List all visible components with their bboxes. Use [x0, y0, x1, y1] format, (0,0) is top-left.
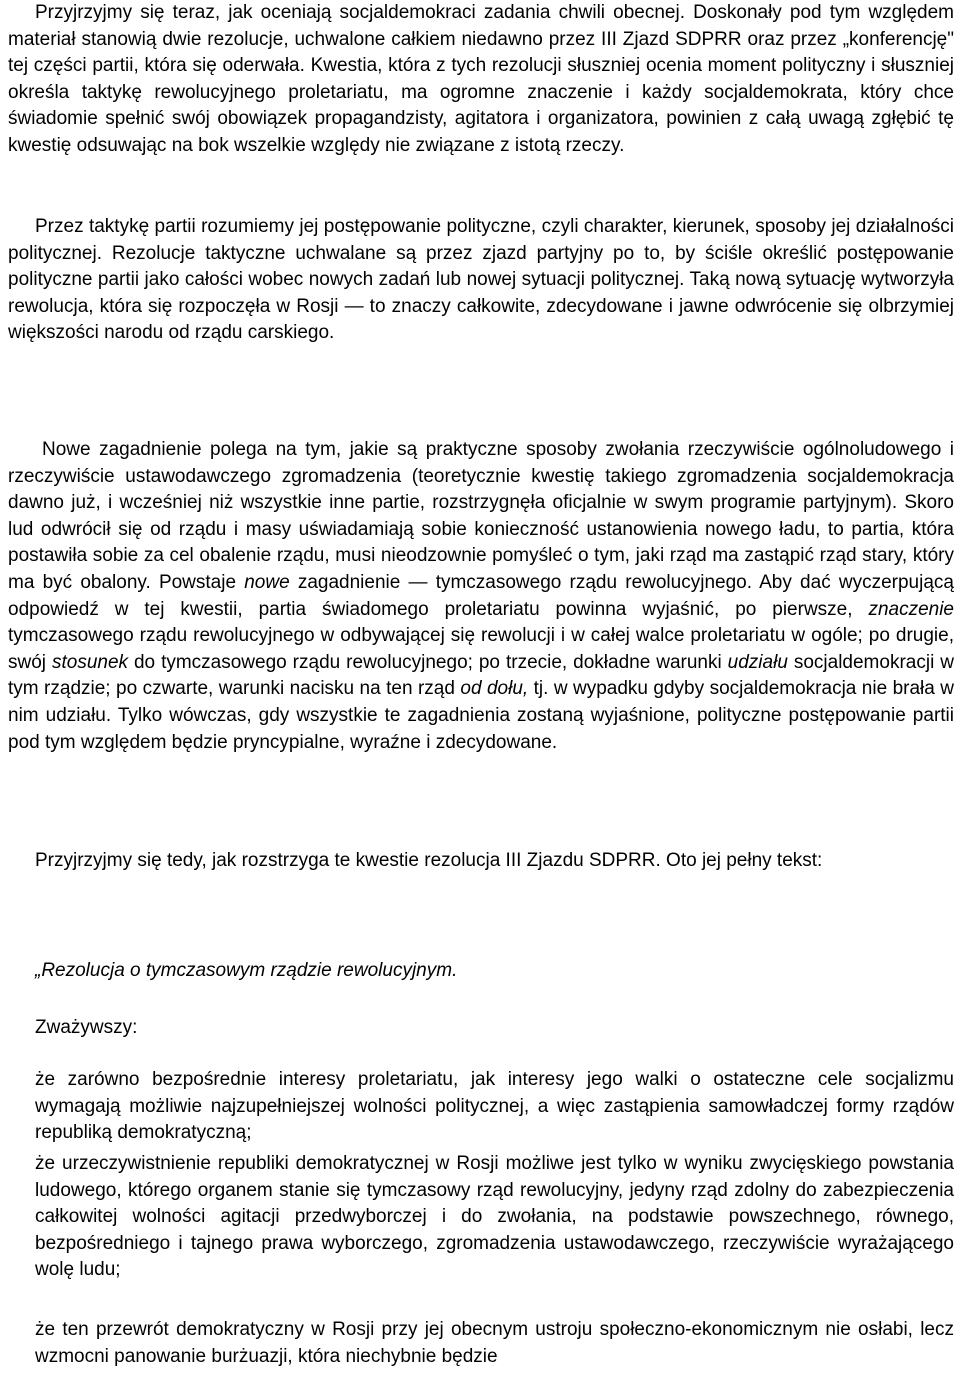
- emphasis-znaczenie: znaczenie: [868, 598, 954, 620]
- paragraph-intro: Przyjrzyjmy się teraz, jak oceniają socjaldemokraci zadania chwili obecnej. Doskonały pod tym względem materiał stanowią dwie rezolucje, uchwalone całkiem niedawno przez III Zjazd SDPRR oraz przez „konferencję" tej części partii, która się oderwała. Kwestia, która z tych rezolucji słuszniej ocenia moment polityczny i słuszniej określa taktykę rewolucyjnego proletariatu, ma ogromne znaczenie i każdy socjaldemokrata, który chce świadomie spełnić swój obowiązek propagandzisty, agitatora i organizatora, powinien z całą uwagą zgłębić tę kwestię odsuwając na bok wszelkie względy nie związane z istotą rzeczy.: [8, 2, 954, 156]
- text-run: socjaldemokracji w tym rządzie; po czwarte, warunki nacisku na ten rząd: [8, 651, 954, 700]
- emphasis-nowe: nowe: [244, 571, 290, 593]
- considering-heading: Zważywszy:: [35, 1017, 138, 1038]
- text-run: tj. w wypadku gdyby socjaldemokracja nie brała w nim udziału. Tylko wówczas, gdy wszystkie te zagadnienia zostaną wyjaśnione, polityczne postępowanie partii pod tym względem będzie pryncypialne, wyraźne i zdecydowane.: [8, 678, 955, 753]
- resolution-title: „Rezolucja o tymczasowym rządzie rewolucyjnym.: [35, 960, 458, 981]
- text-run: zagadnienie — tymczasowego rządu rewolucyjnego. Aby dać wyczerpującą odpowiedź w tej kwestii, partia świadomego proletariatu powinna wyjaśnić, po pierwsze,: [8, 571, 954, 620]
- emphasis-stosunek: stosunek: [51, 651, 129, 673]
- text-run: Nowe zagadnienie polega na tym, jakie są praktyczne sposoby zwołania rzeczywiście ogólnoludowego i rzeczywiście ustawodawczego zgromadzenia (teoretycznie kwestię takiego zgromadzenia socjaldemokracja dawno już, i wcześniej niż wszystkie inne partie, rozstrzygnęła oficjalnie w swym programie partyjnym). Skoro lud odwrócił się od rządu i masy uświadamiają sobie konieczność ustanowienia nowego ładu, to partia, która postawiła sobie za cel obalenie rządu, musi nieodzownie pomyśleć o tym, jaki rząd ma zastąpić rząd stary, który ma być obalony. Powstaje: [8, 439, 954, 593]
- clause-2: że urzeczywistnienie republiki demokratycznej w Rosji możliwe jest tylko w wyniku zwycięskiego powstania ludowego, którego organem stanie się tymczasowy rząd rewolucyjny, jedyny rząd zdolny do zabezpieczenia całkowitej wolności agitacji przedwyborczej i do zwołania, na podstawie powszechnego, równego, bezpośredniego i tajnego prawa wyborczego, zgromadzenia ustawodawczego, rzeczywiście wyrażającego wolę ludu;: [35, 1153, 954, 1281]
- clause-1: że zarówno bezpośrednie interesy proletariatu, jak interesy jego walki o ostateczne cele socjalizmu wymagają możliwie najzupełniejszej wolności politycznej, a więc zastąpienia samowładczej formy rządów republiką demokratyczną;: [35, 1069, 954, 1144]
- emphasis-udzialu: udziału: [727, 651, 788, 673]
- paragraph-resolution-intro: Przyjrzyjmy się tedy, jak rozstrzyga te kwestie rezolucja III Zjazdu SDPRR. Oto jej pełny tekst:: [35, 850, 823, 871]
- clause-3: że ten przewrót demokratyczny w Rosji przy jej obecnym ustroju społeczno-ekonomicznym nie osłabi, lecz wzmocni panowanie burżuazji, która niechybnie będzie: [35, 1319, 954, 1367]
- text-run: tymczasowego rządu rewolucyjnego w odbywającej się rewolucji i w całej walce proletariatu w ogóle; po drugie, swój: [8, 625, 954, 673]
- paragraph-tactics: Przez taktykę partii rozumiemy jej postępowanie polityczne, czyli charakter, kierunek, sposoby jej działalności politycznej. Rezolucje taktyczne uchwalane są przez zjazd partyjny po to, by ściśle określić postępowanie polityczne partii jako całości wobec nowych zadań lub nowej sytuacji politycznej. Taką nową sytuację wytworzyła rewolucja, która się rozpoczęła w Rosji — to znaczy całkowite, zdecydowane i jawne odwrócenie się olbrzymiej większości narodu od rządu carskiego.: [8, 216, 954, 344]
- emphasis-od-dolu: od dołu,: [460, 678, 529, 700]
- paragraph-new-question: [8, 437, 954, 756]
- text-run: do tymczasowego rządu rewolucyjnego; po trzecie, dokładne warunki: [128, 651, 728, 673]
